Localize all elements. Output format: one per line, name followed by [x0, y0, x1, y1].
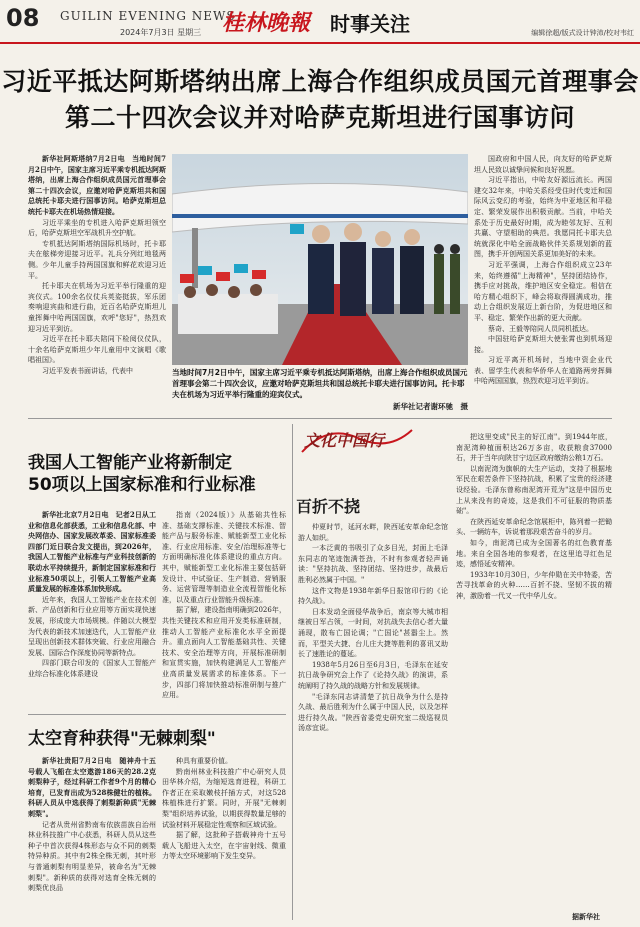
section-divider	[28, 714, 286, 715]
culture-banner-text: 文化中国行	[304, 431, 385, 450]
body-paragraph: 中国驻哈萨克斯坦大使张霄也到机场迎接。	[474, 335, 612, 354]
body-paragraph: 种具有重要价值。	[176, 757, 232, 765]
issue-date: 2024年7月3日 星期三	[120, 28, 202, 37]
lead-headline-line2: 第二十四次会议并对哈萨克斯坦进行国事访问	[64, 103, 575, 132]
body-paragraph: "毛泽东同志讲清楚了抗日战争为什么是持久战、最后胜利为什么属于中国人民，以及怎样进行持久战。"陕西省委党史研究室二级巡视员汤彦宜说。	[298, 692, 448, 733]
body-paragraph: 日本发动全面侵华战争后，南京等大城市相继被日军占领，一时间，对抗战失去信心者大量涌现，散布亡国论调；"亡国论"甚嚣尘上。然而，平型关大捷、台儿庄大捷等胜利的喜讯又助长了速胜论的蔓延。	[298, 607, 448, 659]
photo-caption: 当地时间7月2日中午，国家主席习近平乘专机抵达阿斯塔纳，出席上海合作组织成员国元首理事会第二十四次会议，应邀对哈萨克斯坦共和国总统托卡耶夫进行国事访问。托卡耶夫在机场为习近平举行隆重的迎宾仪式。	[172, 368, 468, 399]
body-paragraph: 四部门联合印发的《国家人工智能产业综合标准化体系建设	[28, 659, 156, 678]
editor-credits: 编辑徐超/版式设计钟沛/校对韦红	[531, 29, 634, 37]
body-paragraph: 专机抵达阿斯塔纳国际机场时，托卡耶夫在舷梯旁迎接习近平。礼兵分列红地毯两侧。少年儿童手持两国国旗和鲜花欢迎习近平。	[28, 239, 166, 280]
paper-name-en: GUILIN EVENING NEWS	[60, 9, 236, 23]
body-paragraph: 如今，南泥湾已成为全国著名的红色教育基地。来自全国各地的参观者，在这里追寻红色足迹，感悟延安精神。	[456, 538, 612, 569]
space-story-title: 太空育种获得"无棘刺梨"	[28, 729, 216, 749]
body-paragraph: 以南泥湾为旗帜的大生产运动，支持了根据地军民在艰苦条件下坚持抗战，积累了宝贵的经济建设经验。毛泽东曾称南泥湾开荒为"这是中国历史上从来没有的奇迹，这是我们不可征服的物质基础"。	[456, 464, 612, 516]
body-paragraph: 1933年10月30日，少年仲勋在关中特委，苦苦寻找革命的火种……百折不挠、坚韧不拔的精神，激励着一代又一代中华儿女。	[456, 570, 612, 600]
body-paragraph: 黔南州林业科技推广中心研究人员田华林介绍，为缩短选育进程，科研工作者正在采取嫩枝扦插方式，对这528株植株进行扩繁。同时，开展"无棘刺梨"组织培养试验，以期获得数量足够的试验材料开展稳定性观察和区域试验。	[162, 767, 286, 829]
paper-logo: 桂林晚報	[222, 10, 311, 36]
culture-column-2	[456, 432, 612, 910]
body-paragraph: 习近平乘坐的专机进入哈萨克斯坦领空后，哈萨克斯坦空军战机升空护航。	[28, 218, 166, 238]
body-paragraph: 1938年5月26日至6月3日，毛泽东在延安抗日战争研究会上作了《论持久战》的演讲，系统阐明了持久战的战略方针和发展规律。	[298, 660, 448, 690]
body-paragraph: 托卡耶夫在机场为习近平举行隆重的迎宾仪式。100余名仪仗兵英姿挺拔，军乐团奏响迎宾曲和进行曲，近百名哈萨克斯坦儿童挥舞中哈两国国旗，欢呼"您好"，热烈欢迎习近平到访。	[28, 282, 166, 333]
body-paragraph: 记者从贵州省黔南布依族苗族自治州林业科技推广中心获悉，科研人员从这些种子中首次获得4株形态与众不同的刺梨特异种质。其中有2株全株无刺，其叶形与普通刺梨有明显差异，被命名为"无棘刺梨"。新种质的获得对选育全株无刺的刺梨优良品	[28, 820, 156, 893]
photo-credit: 新华社记者谢环驰 摄	[393, 402, 468, 411]
body-paragraph: 习近平在托卡耶夫陪同下检阅仪仗队，十余名哈萨克斯坦少年儿童用中文演唱《歌唱祖国》。	[28, 335, 166, 365]
body-paragraph: 据了解，建设指南明确到2026年，共性关键技术和应用开发类标准研制，推动人工智能产业标准化水平全面提升。重点面向人工智能基础共性、关键技术、安全治理等方向，开展标准研制和宣贯实施，加快构建满足人工智能产业高质量发展需求的标准体系。下一步，四部门将加快推动标准研制与推广应用。	[162, 606, 286, 700]
culture-column-1	[298, 522, 448, 922]
header-rule	[0, 42, 640, 44]
body-paragraph: 近年来，我国人工智能产业在技术创新、产品创新和行业应用等方面实现快速发展，形成庞大市场规模。伴随以大模型为代表的新技术加速迭代，人工智能产业呈现出创新技术群体突破、行业应用融合发展、国际合作深度协同等新特点。	[28, 595, 156, 657]
lead-paragraph: 新华社贵阳7月2日电 随神舟十五号载人飞船在太空遨游186天的28.2克刺梨种子，经过科研工作者9个月的精心培育，已发育出成为528株健壮的植株。科研人员从中选获得了刺梨新种质"无棘刺梨"。	[28, 756, 156, 818]
lead-paragraph: 新华社阿斯塔纳7月2日电 当地时间7月2日中午，国家主席习近平乘专机抵达阿斯塔纳，出席上海合作组织成员国元首理事会第二十四次会议，应邀对哈萨克斯坦共和国总统托卡耶夫进行国事访问。哈萨克斯坦总统托卡耶夫在机场热情迎接。	[28, 154, 166, 216]
column-divider	[292, 424, 293, 920]
lead-photo	[172, 154, 468, 365]
body-paragraph: 把这里变成"民主的好江南"。到1944年底，南泥湾种植面积达26万多亩，收获粮食37000石，并于当年向陕甘宁边区政府缴纳公粮1万石。	[456, 433, 612, 463]
culture-banner	[298, 420, 416, 460]
culture-byline: 据新华社	[572, 913, 600, 921]
body-paragraph: 习近平发表书面讲话，代表中	[42, 366, 133, 375]
section-divider	[28, 418, 612, 419]
body-paragraph: 一本泛黄的书吸引了众多目光，封面上毛泽东同志的笔迹饱满苍劲，不时有参观者轻声诵读："坚持抗战、坚持团结、坚持进步，战最后胜利必然属于中国。"	[298, 544, 448, 584]
lead-left-column	[28, 154, 166, 418]
body-paragraph: 习近平离开机场时，当地中资企业代表、留学生代表和华侨华人在道路两旁挥舞中哈两国国旗，热烈欢迎习近平到访。	[474, 356, 612, 386]
space-story-column-1	[28, 756, 156, 922]
body-paragraph: 在陕西延安革命纪念馆展柜中，陈列着一把锄头、一辆纺车，诉说着那段艰苦奋斗的岁月。	[456, 517, 612, 537]
body-paragraph: 蔡奇、王毅等陪同人员同机抵达。	[488, 324, 593, 333]
body-paragraph: 这件文物是1938年新华日报馆印行的《论持久战》。	[298, 586, 448, 606]
ai-story-title-line1: 我国人工智能产业将新制定	[28, 453, 232, 473]
lead-right-column	[474, 154, 612, 418]
body-paragraph: 仲夏时节，延河水畔，陕西延安革命纪念馆游人如织。	[298, 523, 448, 542]
ai-story-title-line2: 50项以上国家标准和行业标准	[28, 475, 256, 495]
body-paragraph: 国政府和中国人民，向友好的哈萨克斯坦人民致以诚挚问候和良好祝愿。	[474, 155, 612, 174]
ai-story-column-2	[162, 510, 286, 706]
ai-story-column-1	[28, 510, 156, 706]
body-paragraph: 习近平指出，中哈友好源远流长。两国建交32年来，中哈关系经受住时代变迁和国际风云变幻的考验，始终为中亚地区和平稳定、繁荣发展作出积极贡献。当前，中哈关系处于历史最好时期，成为睦邻友好、互利共赢、守望相助的典范。我愿同托卡耶夫总统就深化中哈全面战略伙伴关系规划新的蓝图，携手开创两国关系更加美好的未来。	[474, 176, 612, 259]
airport-welcome-illustration	[172, 154, 468, 365]
space-story-column-2	[162, 756, 286, 922]
lead-paragraph: 新华社北京7月2日电 记者2日从工业和信息化部获悉，工业和信息化部、中央网信办、国家发展改革委、国家标准委四部门近日联合发文提出，到2026年，我国人工智能产业标准与产业科技创新的联动水平持续提升，新制定国家标准和行业标准50项以上，引领人工智能产业高质量发展的标准体系加快形成。	[28, 510, 156, 594]
body-paragraph: 据了解，这批种子搭载神舟十五号载人飞船进入太空，在宇宙射线、微重力等太空环境影响下发生变异。	[162, 831, 286, 861]
body-paragraph: 指南（2024版）》从基础共性标准、基础支撑标准、关键技术标准、智能产品与服务标准、赋能新型工业化标准、行业应用标准、安全/治理标准等七方面明确标准化体系建设的重点方向。其中，赋能新型工业化标准主要包括研发设计、中试验证、生产制造、营销服务、运营管理等制造业全流程智能化标准，以及重点行业智能升级标准。	[162, 511, 286, 604]
lead-headline-line1: 习近平抵达阿斯塔纳出席上海合作组织成员国元首理事会	[1, 67, 639, 96]
section-title: 时事关注	[330, 12, 410, 36]
page-number: 08	[6, 4, 40, 32]
children-with-flags-left	[178, 264, 278, 334]
body-paragraph: 习近平强调，上海合作组织成立23年来，始终遵循"上海精神"，坚持团结协作，携手应对挑战，维护地区安全稳定。相信在哈方精心组织下，峰会将取得圆满成功，推动上合组织发展迈上新台阶，为促进地区和平、稳定、繁荣作出新的更大贡献。	[474, 260, 612, 322]
culture-story-title: 百折不挠	[296, 497, 361, 516]
